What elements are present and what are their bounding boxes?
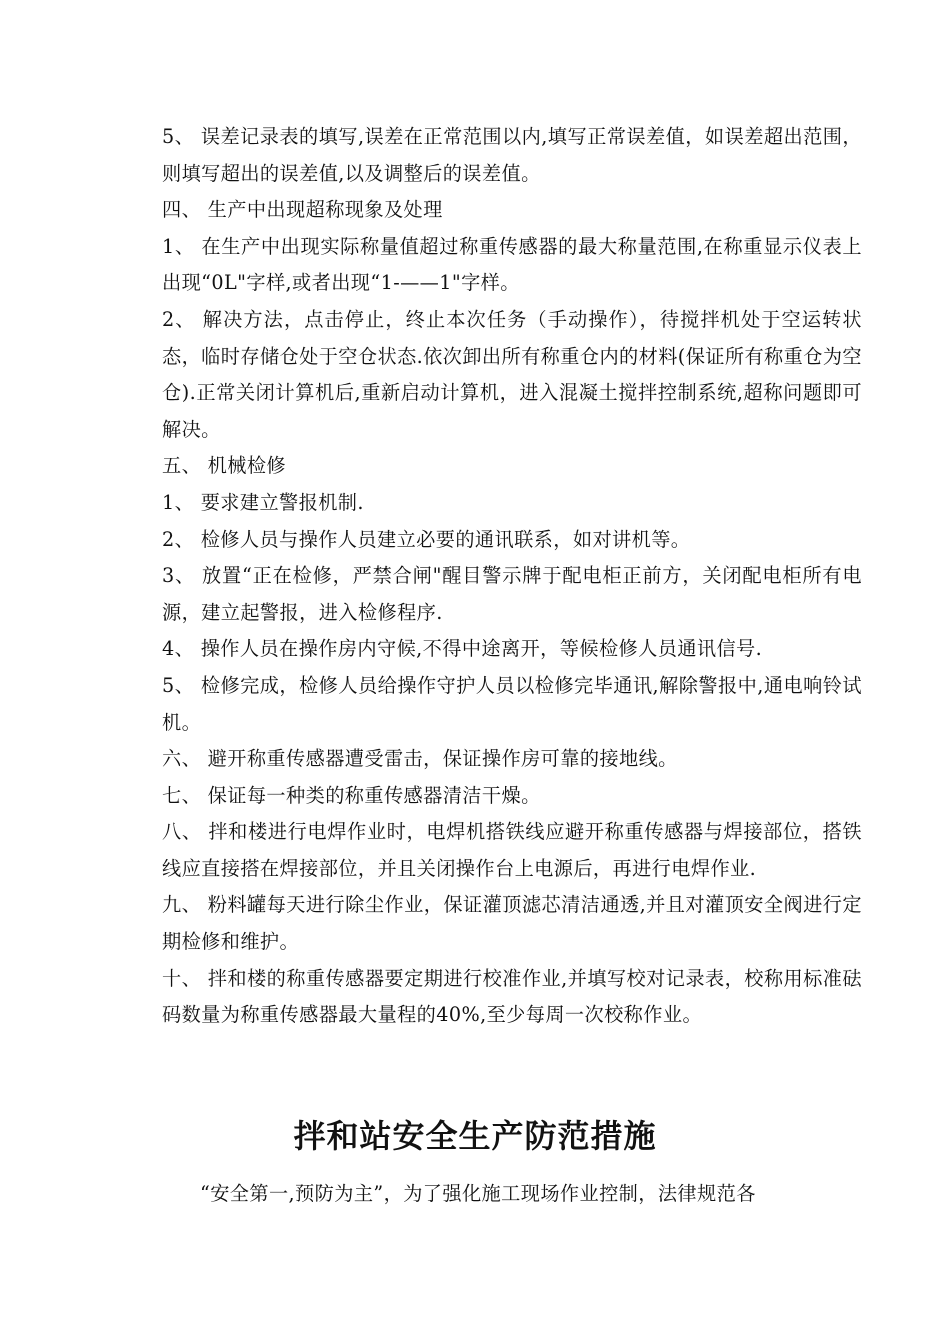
paragraph-overweight-1: 1、 在生产中出现实际称量值超过称重传感器的最大称量范围,在称重显示仪表上出现“0L"字样,或者出现“1-——1"字样。 [162, 234, 862, 295]
paragraph-section-6: 六、 避开称重传感器遭受雷击，保证操作房可靠的接地线。 [162, 747, 678, 771]
paragraph-maintenance-2: 2、 检修人员与操作人员建立必要的通讯联系，如对讲机等。 [162, 527, 691, 551]
paragraph-maintenance-5: 5、 检修完成，检修人员给操作守护人员以检修完毕通讯,解除警报中,通电响铃试机。 [162, 673, 862, 734]
heading-maintenance: 五、 机械检修 [162, 454, 287, 478]
paragraph-maintenance-1: 1、 要求建立警报机制. [162, 490, 364, 514]
paragraph-maintenance-4: 4、 操作人员在操作房内守候,不得中途离开，等候检修人员通讯信号. [162, 637, 763, 661]
paragraph-error-record: 5、 误差记录表的填写,误差在正常范围以内,填写正常误差值，如误差超出范围，则填写超出的误差值,以及调整后的误差值。 [162, 125, 862, 185]
paragraph-section-9: 九、 粉料罐每天进行除尘作业，保证灌顶滤芯清洁通透,并且对灌顶安全阀进行定期检修和维护。 [162, 893, 862, 954]
paragraph-section-7: 七、 保证每一种类的称重传感器清洁干燥。 [162, 783, 541, 807]
document-body [162, 119, 862, 1034]
document-title: 拌和站安全生产防范措施 [293, 1117, 657, 1155]
paragraph-section-8: 八、 拌和楼进行电焊作业时，电焊机搭铁线应避开称重传感器与焊接部位，搭铁线应直接搭在焊接部位，并且关闭操作台上电源后，再进行电焊作业. [162, 820, 862, 880]
heading-overweight: 四、 生产中出现超称现象及处理 [162, 198, 443, 222]
paragraph-overweight-2: 2、 解决方法，点击停止，终止本次任务（手动操作），待搅拌机处于空运转状态，临时存储仓处于空仓状态.依次卸出所有称重仓内的材料(保证所有称重仓为空仓).正常关闭计算机后,重新启动计算机，进入混凝土搅拌控制系统,超称问题即可解决。 [162, 307, 862, 441]
paragraph-maintenance-3: 3、 放置“正在检修，严禁合闸"醒目警示牌于配电柜正前方，关闭配电柜所有电源，建立起警报，进入检修程序. [162, 564, 862, 624]
paragraph-section-10: 十、 拌和楼的称重传感器要定期进行校准作业,并填写校对记录表，校称用标准砝码数量为称重传感器最大量程的40%,至少每周一次校称作业。 [162, 966, 862, 1027]
intro-paragraph: “安全第一,预防为主”，为了强化施工现场作业控制，法律规范各 [200, 1182, 756, 1205]
